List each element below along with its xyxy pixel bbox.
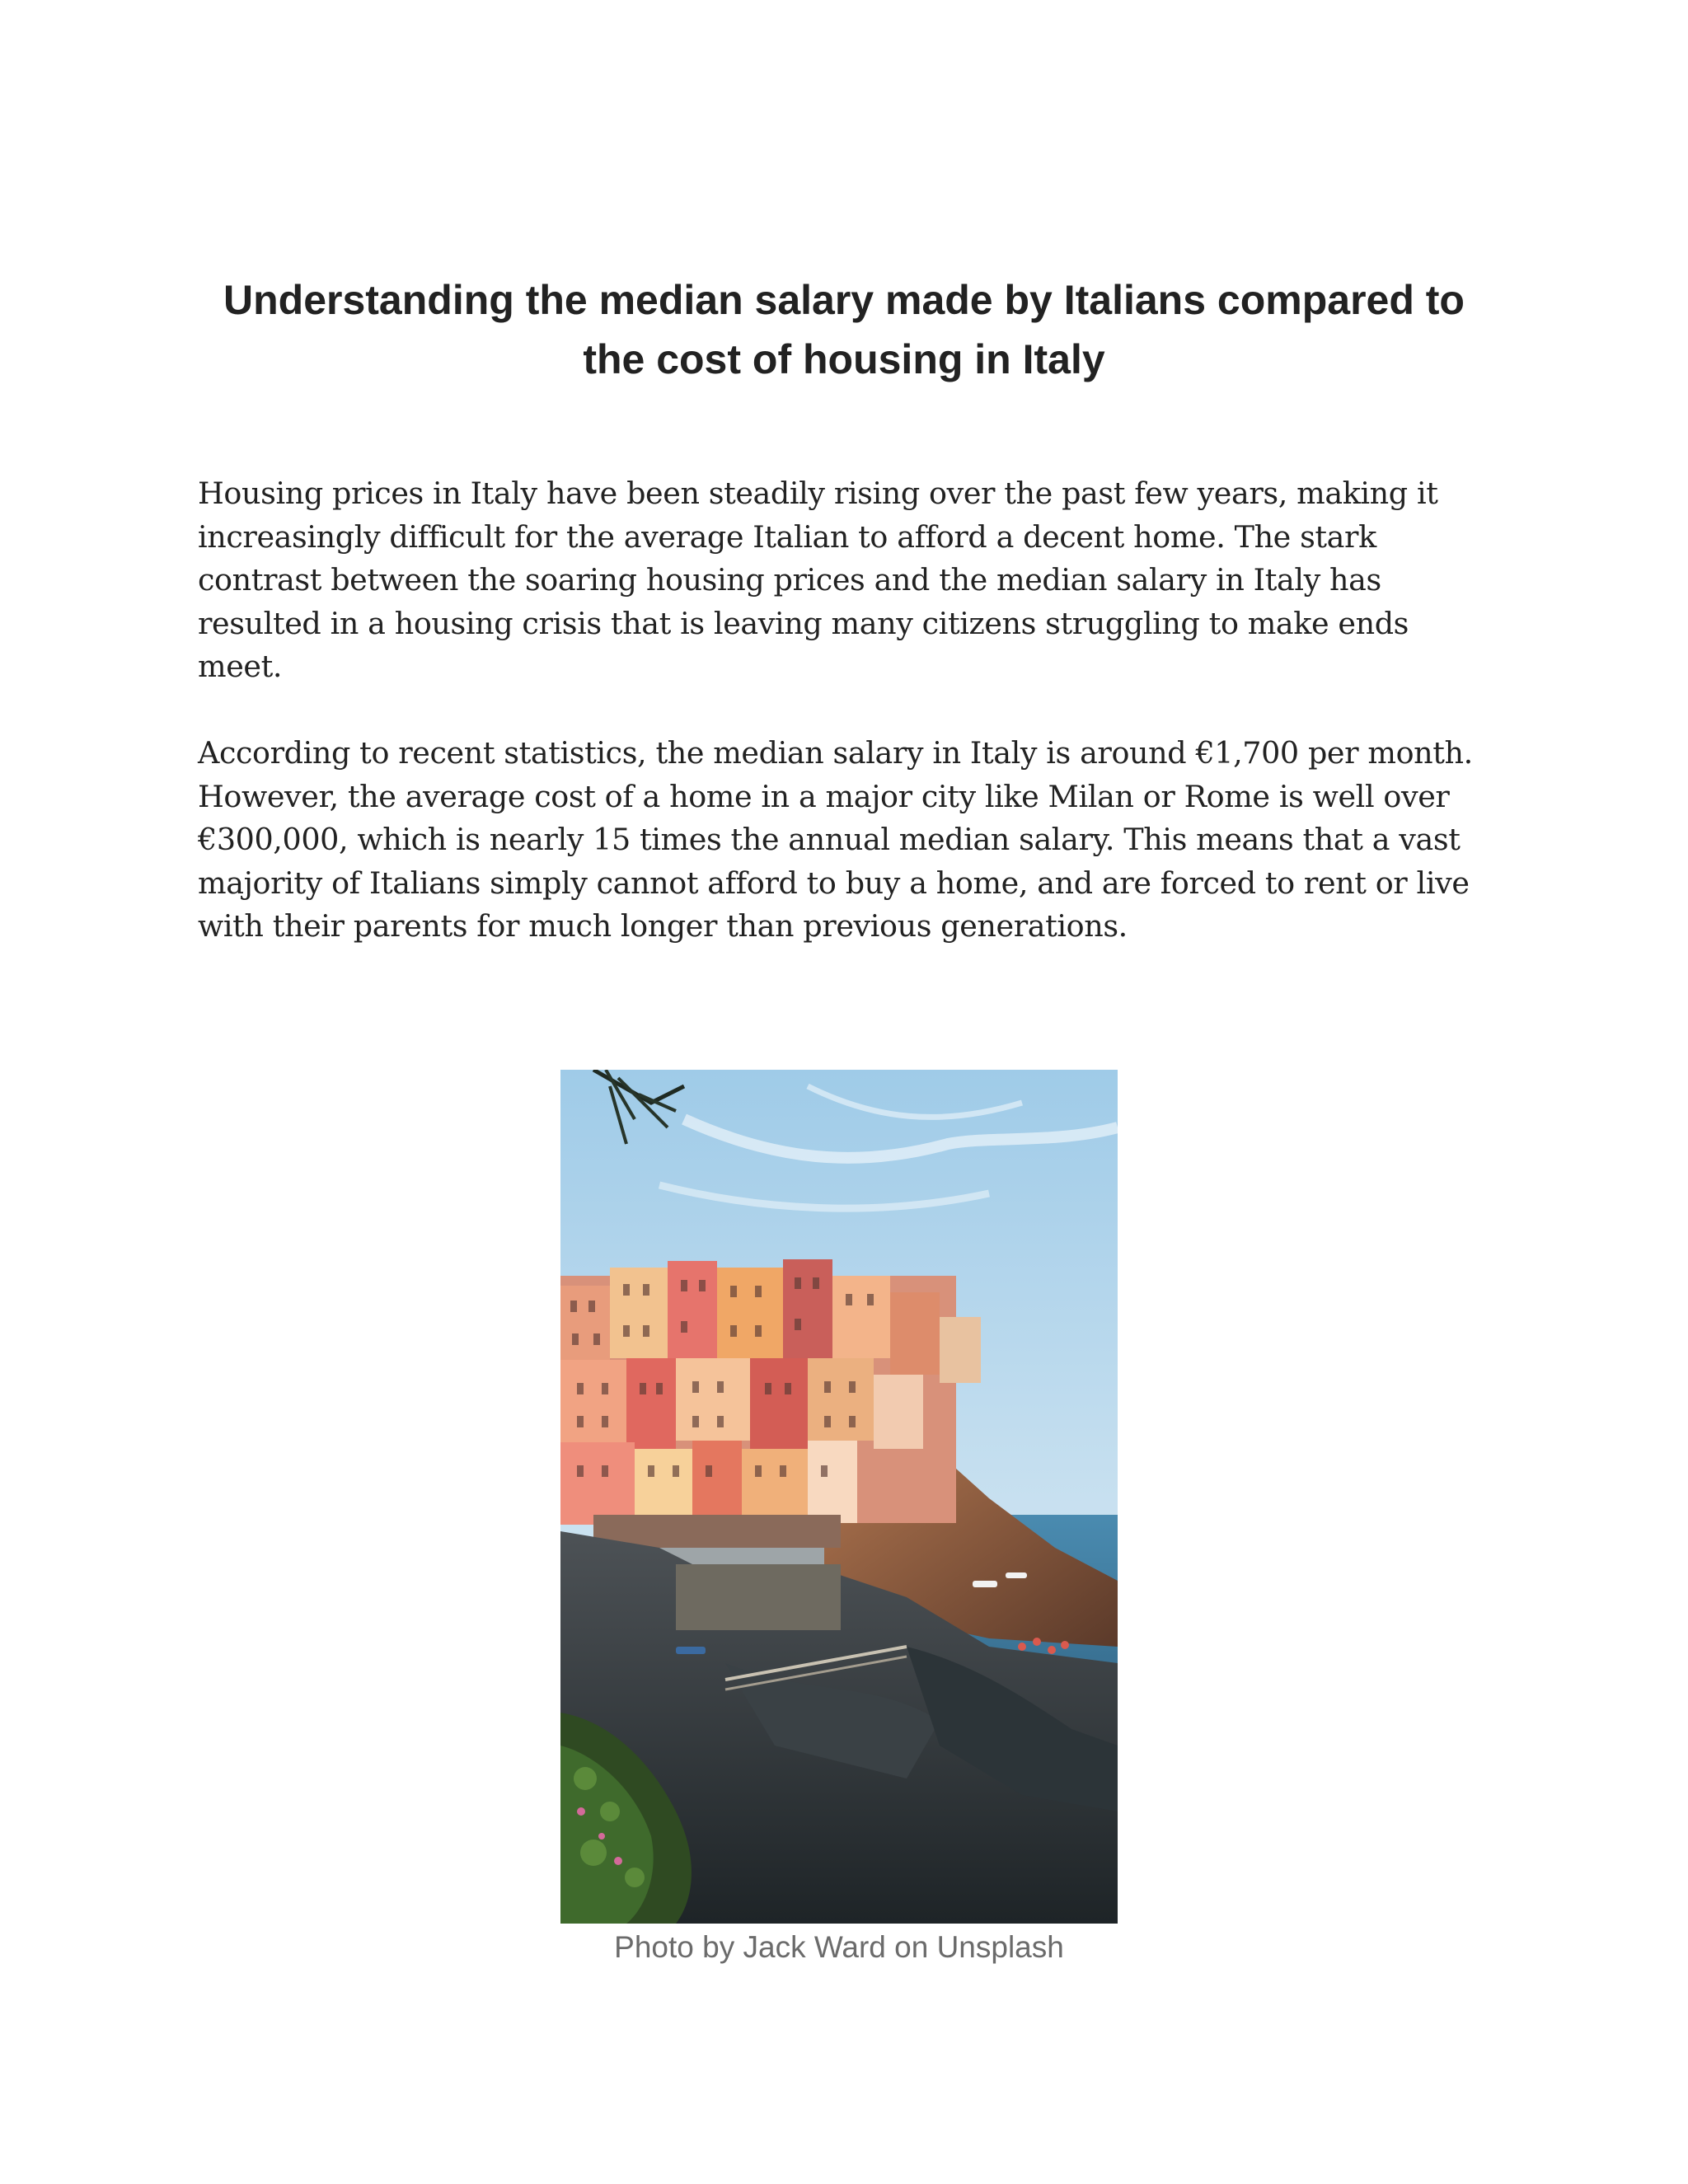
- article-paragraph-2: According to recent statistics, the median salary in Italy is around €1,700 per month. However, the average cost of a home in a major city like Milan or Rome is well over €300,000, which is nearly 15 times the annual median salary. This means that a vast majority of Italians simply cannot afford to buy a home, and are forced to rent or live with their parents for much longer than previous generations.: [198, 735, 1473, 944]
- article-paragraph-1: Housing prices in Italy have been steadily rising over the past few years, making it increasingly difficult for the average Italian to afford a decent home. The stark contrast between the soaring housing prices and the median salary in Italy has resulted in a housing crisis that is leaving many citizens struggling to make ends meet.: [198, 476, 1438, 684]
- article-photo: [560, 1070, 1118, 1924]
- photo-caption: Photo by Jack Ward on Unsplash: [614, 1930, 1064, 1964]
- article-title: Understanding the median salary made by Italians compared to the cost of housing in Italy: [223, 277, 1465, 382]
